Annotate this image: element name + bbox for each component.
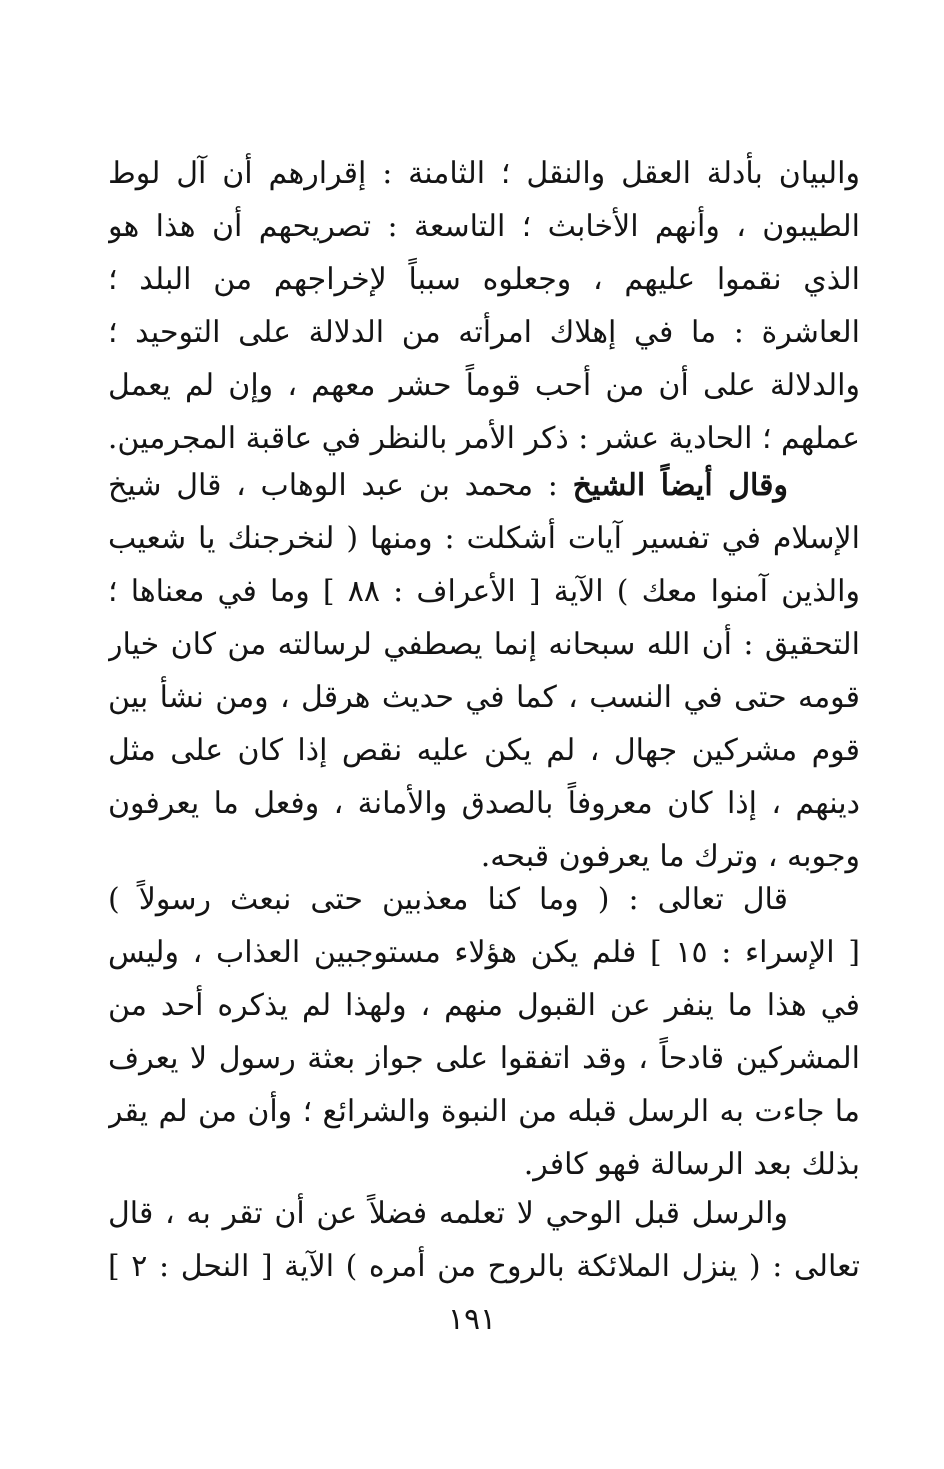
- paragraph-2: [108, 459, 860, 883]
- text-line: [108, 459, 860, 512]
- text-line: والذين آمنوا معك ) الآية [ الأعراف : ٨٨ ] وما في معناها ؛: [108, 574, 860, 609]
- text-line: قوم مشركين جهال ، لم يكن عليه نقص إذا كان على مثل: [108, 733, 860, 768]
- paragraph-3: [108, 873, 860, 1191]
- text-line: الذي نقموا عليهم ، وجعلوه سبباً لإخراجهم من البلد ؛: [108, 262, 860, 297]
- text-line: والرسل قبل الوحي لا تعلمه فضلاً عن أن تقر به ، قال: [108, 1196, 788, 1231]
- text-line: بذلك بعد الرسالة فهو كافر.: [523, 1147, 860, 1182]
- text-line: تعالى : ( ينزل الملائكة بالروح من أمره ) الآية [ النحل : ٢ ]: [108, 1249, 860, 1284]
- text-line: والدلالة على أن من أحب قوماً حشر معهم ، وإن لم يعمل: [108, 368, 860, 403]
- text-line-rest: : محمد بن عبد الوهاب ، قال شيخ: [108, 468, 573, 503]
- text-line: ما جاءت به الرسل قبله من النبوة والشرائع ؛ وأن من لم يقر: [108, 1094, 860, 1129]
- text-line: المشركين قادحاً ، وقد اتفقوا على جواز بعثة رسول لا يعرف: [108, 1041, 860, 1076]
- text-line: قال تعالى : ( وما كنا معذبين حتى نبعث رسولاً ): [108, 882, 788, 917]
- text-line: عملهم ؛ الحادية عشر : ذكر الأمر بالنظر في عاقبة المجرمين.: [108, 421, 860, 456]
- paragraph-4: [108, 1187, 860, 1293]
- text-line: والبيان بأدلة العقل والنقل ؛ الثامنة : إقرارهم أن آل لوط: [108, 156, 860, 191]
- bold-lead: وقال أيضاً الشيخ: [572, 468, 788, 503]
- text-line: العاشرة : ما في إهلاك امرأته من الدلالة على التوحيد ؛: [108, 315, 860, 350]
- page-number: ١٩١: [447, 1302, 497, 1337]
- text-line: قومه حتى في النسب ، كما في حديث هرقل ، ومن نشأ بين: [108, 680, 860, 715]
- text-line: الطيبون ، وأنهم الأخابث ؛ التاسعة : تصريحهم أن هذا هو: [108, 209, 860, 244]
- text-line: التحقيق : أن الله سبحانه إنما يصطفي لرسالته من كان خيار: [108, 627, 860, 662]
- text-line: دينهم ، إذا كان معروفاً بالصدق والأمانة ، وفعل ما يعرفون: [108, 786, 860, 821]
- text-line: في هذا ما ينفر عن القبول منهم ، ولهذا لم يذكره أحد من: [108, 988, 860, 1023]
- paragraph-1: [108, 147, 860, 465]
- text-line: وجوبه ، وترك ما يعرفون قبحه.: [480, 839, 860, 874]
- text-line: [ الإسراء : ١٥ ] فلم يكن هؤلاء مستوجبين العذاب ، وليس: [108, 935, 860, 970]
- text-line: الإسلام في تفسير آيات أشكلت : ومنها ( لنخرجنك يا شعيب: [108, 521, 860, 556]
